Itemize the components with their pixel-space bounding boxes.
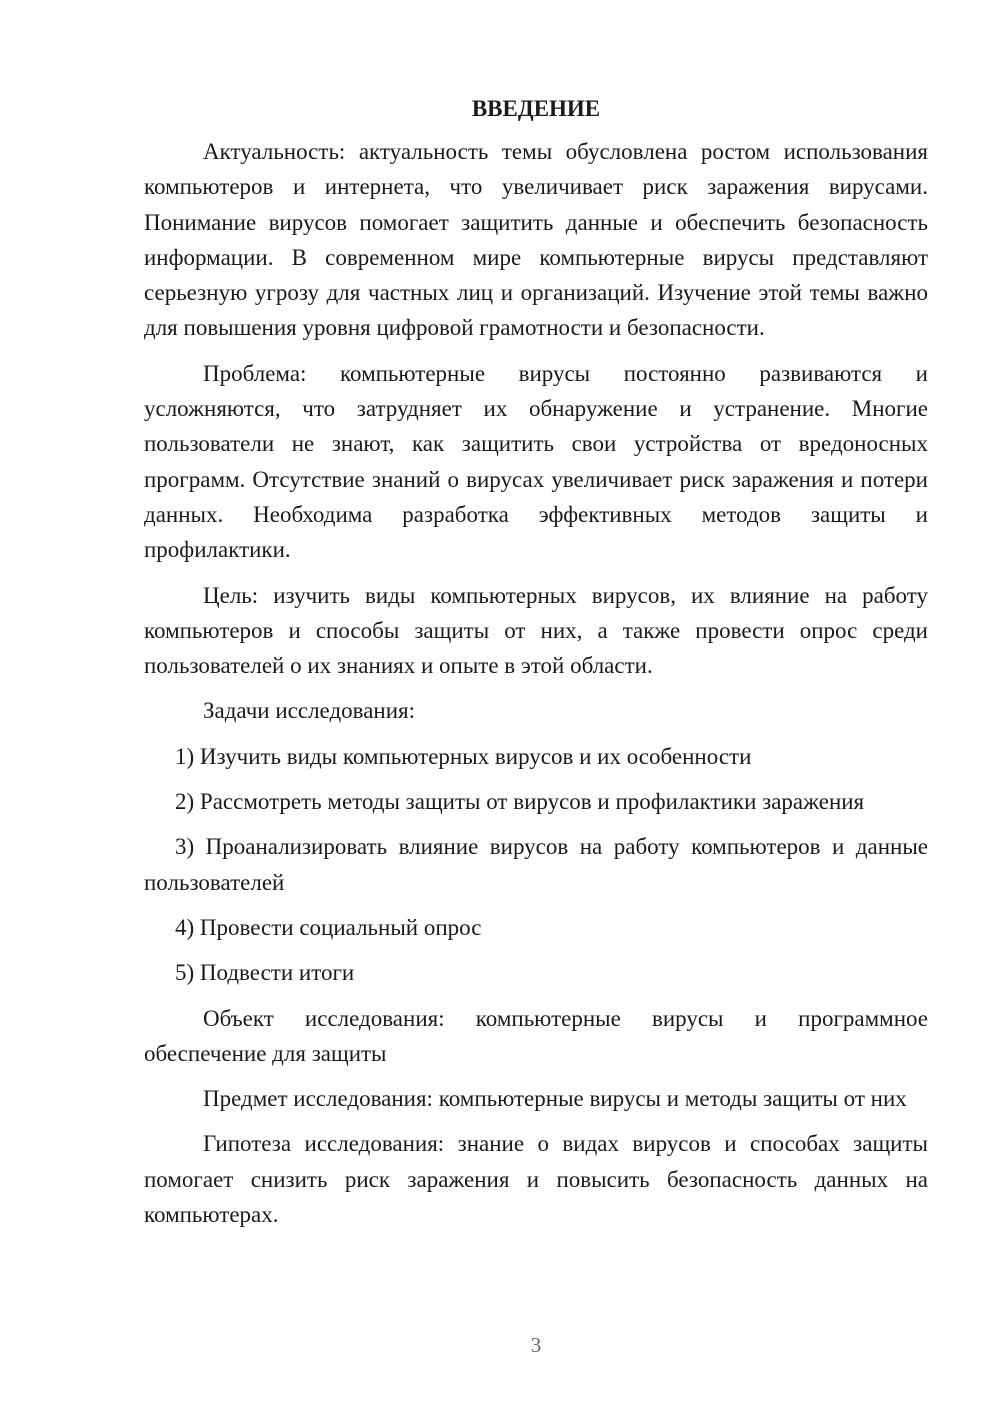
task-item-1: 1) Изучить виды компьютерных вирусов и их особенности: [175, 743, 752, 769]
paragraph-object: Объект исследования: компьютерные вирусы и программное обеспечение для защиты: [144, 1005, 928, 1066]
paragraph-problem: Проблема: компьютерные вирусы постоянно развиваются и усложняются, что затрудняет их обнаружение и устранение. Многие пользователи не знают, как защитить свои устройства от вредоносных программ. Отсутствие знаний о вирусах увеличивает риск заражения и потери данных. Необходима разработка эффективных методов защиты и профилактики.: [144, 360, 928, 563]
page-number: 3: [530, 1333, 542, 1357]
paragraph-hypothesis: Гипотеза исследования: знание о видах вирусов и способах защиты помогает снизить риск заражения и повысить безопасность данных на компьютерах.: [144, 1131, 928, 1228]
paragraph-tasks-heading: Задачи исследования:: [203, 698, 416, 724]
paragraph-relevance: Актуальность: актуальность темы обусловлена ростом использования компьютеров и интернета, что увеличивает риск заражения вирусами. Понимание вирусов помогает защитить данные и обеспечить безопасность информации. В современном мире компьютерные вирусы представляют серьезную угрозу для частных лиц и организаций. Изучение этой темы важно для повышения уровня цифровой грамотности и безопасности.: [144, 139, 928, 341]
task-item-4: 4) Провести социальный опрос: [175, 914, 482, 940]
section-title: ВВЕДЕНИЕ: [471, 96, 601, 121]
paragraph-subject: Предмет исследования: компьютерные вирусы и методы защиты от них: [203, 1086, 907, 1112]
task-item-5: 5) Подвести итоги: [175, 960, 355, 986]
task-item-2: 2) Рассмотреть методы защиты от вирусов и профилактики заражения: [175, 789, 865, 815]
paragraph-goal: Цель: изучить виды компьютерных вирусов, их влияние на работу компьютеров и способы защиты от них, а также провести опрос среди пользователей о их знаниях и опыте в этой области.: [144, 582, 928, 679]
task-item-3: 3) Проанализировать влияние вирусов на работу компьютеров и данные пользователей: [144, 834, 928, 895]
document-page: [144, 88, 928, 1242]
